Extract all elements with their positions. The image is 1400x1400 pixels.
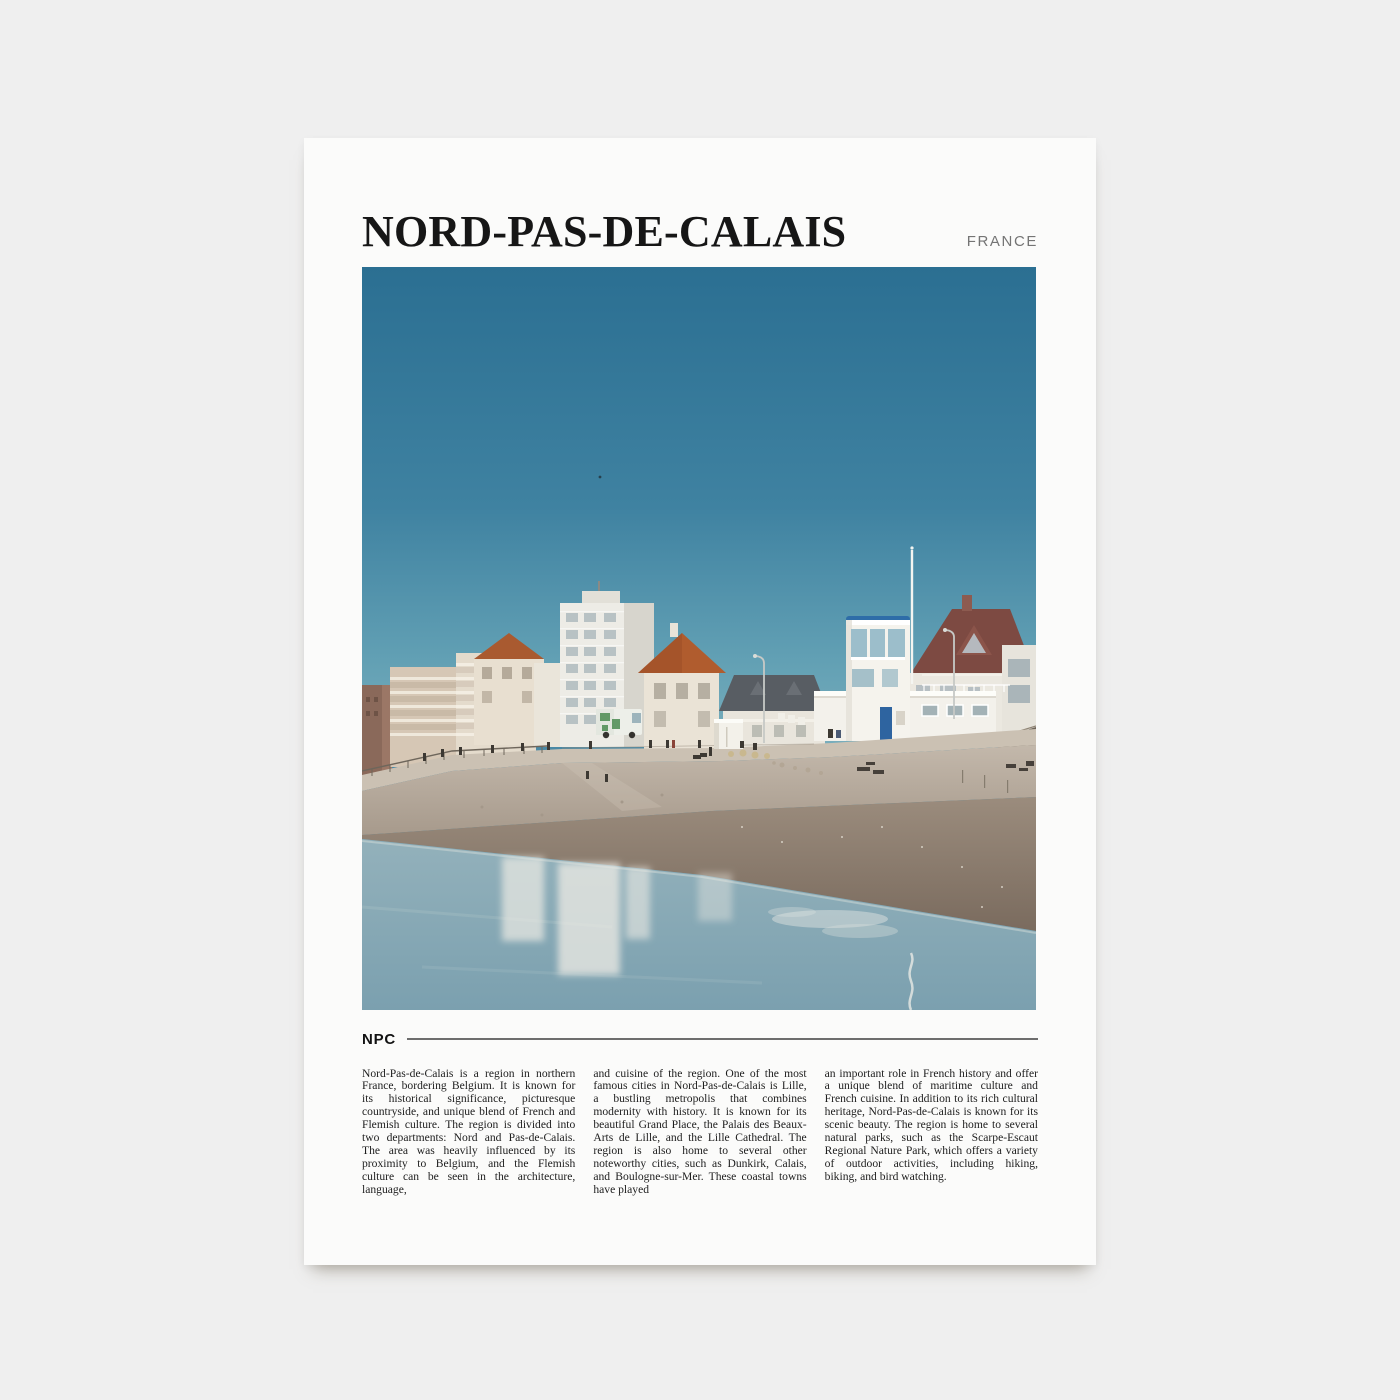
- body-text: [362, 1068, 1038, 1197]
- bird: [599, 475, 602, 478]
- lifeguard-tower: [846, 616, 910, 741]
- flagpole: [910, 546, 913, 684]
- beach-cabin: [714, 719, 743, 749]
- poster-title: NORD-PAS-DE-CALAIS: [362, 207, 847, 256]
- brick-building: [362, 685, 392, 777]
- body-column-3: an important role in French history and offer a unique blend of maritime culture and French cuisine. In addition to its rich cultural heritage, Nord-Pas-de-Calais is known for its scenic beauty. The region is home to several natural parks, such as the Scarpe-Escaut Regional Nature Park, which offers a variety of outdoor activities, including hiking, biking, and bird watching.: [824, 1066, 1038, 1183]
- beach-photo: [362, 267, 1036, 1010]
- body-column-2: and cuisine of the region. One of the most famous cities in Nord-Pas-de-Calais is Lille, a bustling metropolis that combines modernity with history. It is known for its beautiful Grand Place, the Palais des Beaux-Arts de Lille, and the Lille Cathedral. The region is also home to several other noteworthy cities, such as Dunkirk, Calais, and Boulogne-sur-Mer. These coastal towns have played: [593, 1066, 807, 1196]
- white-mid-building: [534, 663, 564, 747]
- van: [596, 709, 642, 738]
- country-label: FRANCE: [966, 233, 1038, 250]
- divider-line: [407, 1038, 1038, 1040]
- tagline-row: [362, 1031, 1038, 1048]
- beach-photo-illustration: [362, 267, 1036, 1010]
- poster: [304, 138, 1096, 1265]
- poster-header: [362, 208, 1038, 256]
- body-column-1: Nord-Pas-de-Calais is a region in northern France, bordering Belgium. It is known for its historical significance, picturesque countryside, and unique blend of French and Flemish culture. The region is divided into two departments: Nord and Pas-de-Calais. The area was heavily influenced by its proximity to Belgium, and the Flemish culture can be seen in the architecture, language,: [362, 1066, 576, 1196]
- region-code: NPC: [362, 1030, 397, 1048]
